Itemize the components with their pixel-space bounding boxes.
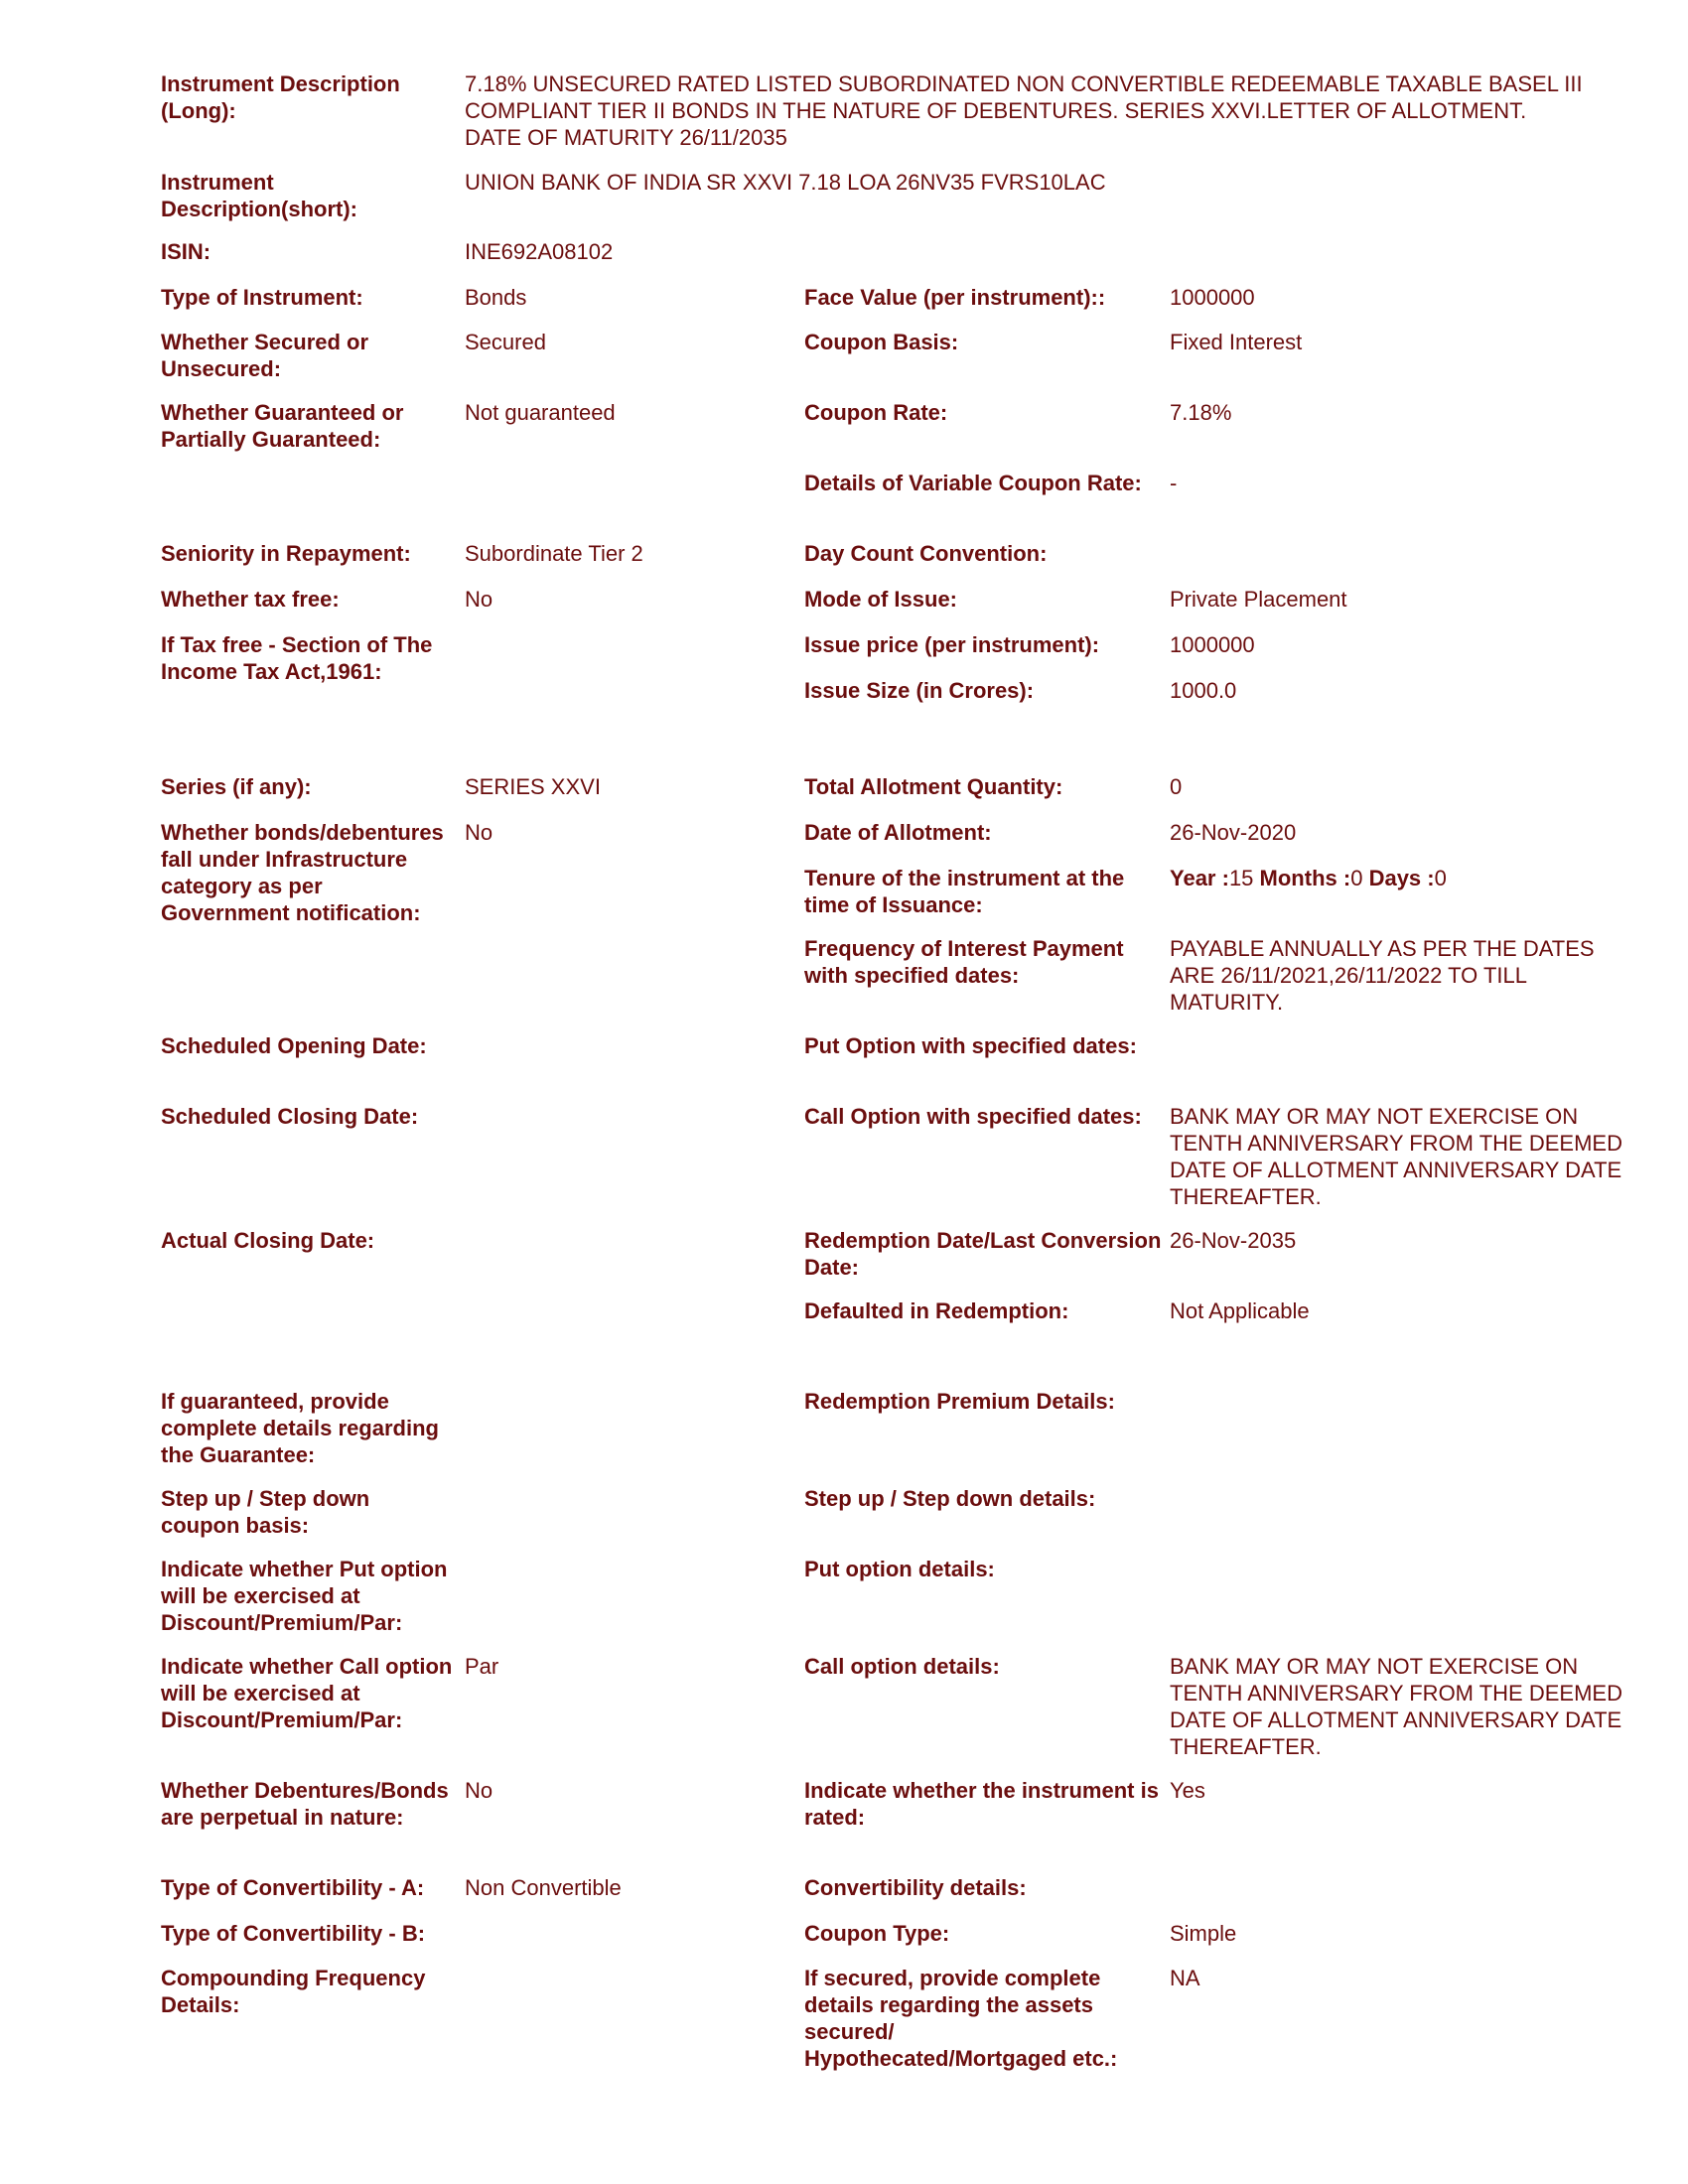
value-mode-of-issue: Private Placement (1170, 587, 1347, 612)
label-put-exercise: Indicate whether Put option will be exercised at Discount/Premium/Par: (161, 1557, 448, 1635)
value-total-allotment: 0 (1170, 774, 1183, 799)
value-call-option-dates: BANK MAY OR MAY NOT EXERCISE ON TENTH ANNIVERSARY FROM THE DEEMED DATE OF ALLOTMENT ANNIVERSARY DATE THEREAFTER. (1170, 1104, 1622, 1209)
label-tax-free: Whether tax free: (161, 587, 340, 612)
label-issue-size: Issue Size (in Crores): (804, 678, 1035, 703)
label-date-of-allotment: Date of Allotment: (804, 820, 992, 845)
label-instrument-description-long: Instrument Description (Long): (161, 71, 400, 123)
label-day-count: Day Count Convention: (804, 541, 1048, 566)
label-seniority: Seniority in Repayment: (161, 541, 411, 566)
label-infrastructure: Whether bonds/debentures fall under Infrastructure category as per Government notification: (161, 820, 444, 925)
label-secured: Whether Secured or Unsecured: (161, 330, 369, 381)
label-coupon-rate: Coupon Rate: (804, 400, 948, 425)
value-guaranteed: Not guaranteed (465, 400, 616, 425)
value-variable-coupon: - (1170, 471, 1178, 495)
label-tax-section: If Tax free - Section of The Income Tax Act,1961: (161, 632, 433, 684)
label-redemption-premium: Redemption Premium Details: (804, 1389, 1115, 1414)
value-seniority: Subordinate Tier 2 (465, 541, 643, 566)
label-call-exercise: Indicate whether Call option will be exercised at Discount/Premium/Par: (161, 1654, 453, 1732)
label-compounding: Compounding Frequency Details: (161, 1966, 426, 2017)
tenure-days: 0 (1434, 866, 1447, 890)
value-tax-free: No (465, 587, 493, 612)
value-issue-size: 1000.0 (1170, 678, 1237, 703)
label-convertibility-b: Type of Convertibility - B: (161, 1921, 426, 1946)
value-issue-price: 1000000 (1170, 632, 1255, 657)
value-call-exercise: Par (465, 1654, 499, 1679)
tenure-months-label: Months : (1259, 866, 1351, 890)
value-face-value: 1000000 (1170, 285, 1255, 310)
label-series: Series (if any): (161, 774, 312, 799)
label-put-details: Put option details: (804, 1557, 995, 1581)
value-defaulted: Not Applicable (1170, 1298, 1310, 1323)
label-coupon-type: Coupon Type: (804, 1921, 950, 1946)
label-scheduled-opening: Scheduled Opening Date: (161, 1033, 427, 1058)
value-instrument-description-long: 7.18% UNSECURED RATED LISTED SUBORDINATED NON CONVERTIBLE REDEEMABLE TAXABLE BASEL III COMPLIANT TIER II BONDS IN THE NATURE OF DEBENTURES. SERIES XXVI.LETTER OF ALLOTMENT. DATE OF MATURITY 26/11/2035 (465, 71, 1583, 150)
value-tenure (1170, 865, 1626, 891)
value-date-of-allotment: 26-Nov-2020 (1170, 820, 1297, 845)
label-secured-assets: If secured, provide complete details regarding the assets secured/ Hypothecated/Mortgaged etc.: (804, 1966, 1118, 2071)
label-step-details: Step up / Step down details: (804, 1486, 1096, 1511)
value-coupon-type: Simple (1170, 1921, 1237, 1946)
tenure-year: 15 (1228, 866, 1254, 890)
tenure-year-label: Year : (1170, 866, 1229, 890)
label-total-allotment: Total Allotment Quantity: (804, 774, 1063, 799)
value-convertibility-a: Non Convertible (465, 1875, 622, 1900)
value-coupon-rate: 7.18% (1170, 400, 1232, 425)
value-instrument-description-short: UNION BANK OF INDIA SR XXVI 7.18 LOA 26NV35 FVRS10LAC (465, 170, 1106, 195)
value-call-details: BANK MAY OR MAY NOT EXERCISE ON TENTH ANNIVERSARY FROM THE DEEMED DATE OF ALLOTMENT ANNIVERSARY DATE THEREAFTER. (1170, 1654, 1622, 1759)
label-coupon-basis: Coupon Basis: (804, 330, 959, 354)
tenure-days-label: Days : (1368, 866, 1435, 890)
label-rated: Indicate whether the instrument is rated: (804, 1778, 1159, 1830)
value-frequency-of-interest: PAYABLE ANNUALLY AS PER THE DATES ARE 26/11/2021,26/11/2022 TO TILL MATURITY. (1170, 936, 1595, 1015)
value-infrastructure: No (465, 820, 493, 845)
label-frequency-of-interest: Frequency of Interest Payment with specified dates: (804, 936, 1124, 988)
label-variable-coupon: Details of Variable Coupon Rate: (804, 471, 1142, 495)
label-convertibility-details: Convertibility details: (804, 1875, 1027, 1900)
value-redemption-date: 26-Nov-2035 (1170, 1228, 1297, 1253)
label-redemption-date: Redemption Date/Last Conversion Date: (804, 1228, 1162, 1280)
label-scheduled-closing: Scheduled Closing Date: (161, 1104, 419, 1129)
label-put-option-dates: Put Option with specified dates: (804, 1033, 1137, 1058)
label-issue-price: Issue price (per instrument): (804, 632, 1100, 657)
label-tenure: Tenure of the instrument at the time of Issuance: (804, 866, 1125, 917)
label-defaulted: Defaulted in Redemption: (804, 1298, 1069, 1323)
value-secured-assets: NA (1170, 1966, 1200, 1990)
value-perpetual: No (465, 1778, 493, 1803)
label-face-value: Face Value (per instrument):: (804, 285, 1106, 310)
label-actual-closing: Actual Closing Date: (161, 1228, 375, 1253)
value-series: SERIES XXVI (465, 774, 601, 799)
tenure-months: 0 (1350, 866, 1363, 890)
label-guaranteed: Whether Guaranteed or Partially Guaranteed: (161, 400, 404, 452)
label-mode-of-issue: Mode of Issue: (804, 587, 958, 612)
value-coupon-basis: Fixed Interest (1170, 330, 1303, 354)
value-rated: Yes (1170, 1778, 1205, 1803)
label-perpetual: Whether Debentures/Bonds are perpetual in nature: (161, 1778, 449, 1830)
label-type-of-instrument: Type of Instrument: (161, 285, 363, 310)
value-isin: INE692A08102 (465, 239, 614, 264)
label-step-basis: Step up / Step down coupon basis: (161, 1486, 370, 1538)
value-secured: Secured (465, 330, 546, 354)
label-call-option-dates: Call Option with specified dates: (804, 1104, 1142, 1129)
value-type-of-instrument: Bonds (465, 285, 527, 310)
label-guarantee-details: If guaranteed, provide complete details regarding the Guarantee: (161, 1389, 439, 1467)
label-isin: ISIN: (161, 239, 211, 264)
label-call-details: Call option details: (804, 1654, 1000, 1679)
label-convertibility-a: Type of Convertibility - A: (161, 1875, 425, 1900)
label-instrument-description-short: Instrument Description(short): (161, 170, 357, 221)
